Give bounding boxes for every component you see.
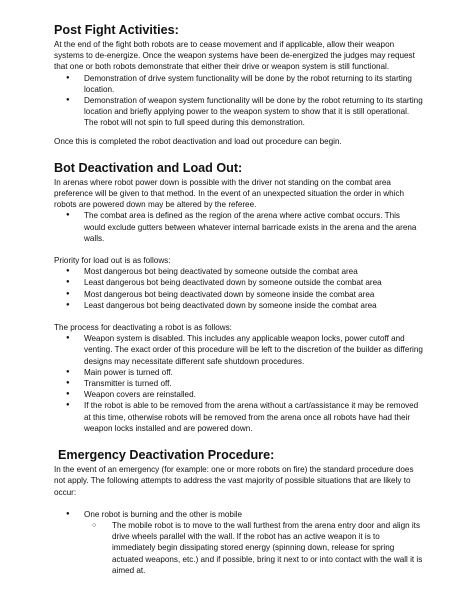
section-heading-emergency: Emergency Deactivation Procedure: bbox=[58, 448, 275, 463]
priority-intro: Priority for load out is as follows: bbox=[54, 256, 171, 266]
section-heading-deactivation: Bot Deactivation and Load Out: bbox=[54, 160, 243, 175]
section-heading-post-fight: Post Fight Activities: bbox=[54, 23, 179, 37]
emergency-sub-bullet-list bbox=[54, 520, 423, 576]
list-item: ● Weapon covers are reinstalled. bbox=[54, 389, 423, 400]
priority-bullet-list bbox=[54, 266, 423, 311]
deactivation-intro: In arenas where robot power down is possible with the driver not standing on the combat area preference will be given to that method. In the event of an unexpected situation the order in which robots are powered down may be altered by the referee. bbox=[54, 177, 405, 210]
list-item: ● Demonstration of drive system functionality will be done by the robot returning to its starting location. bbox=[54, 73, 423, 95]
list-item: ● Transmitter is turned off. bbox=[54, 378, 423, 389]
list-item: ● The combat area is defined as the region of the arena where active combat occurs. This would exclude gutters between whatever internal barricade exists in the arena and the arena walls. bbox=[54, 210, 423, 244]
list-item: ● Demonstration of weapon system functionality will be done by the robot returning to its starting location and briefly applying power to the weapon system to show that it is still operational. The robot will not spin to full speed during this demonstration. bbox=[54, 95, 423, 129]
post-fight-bullet-list bbox=[54, 73, 423, 129]
list-item: ● Least dangerous bot being deactivated down by someone inside the combat area bbox=[54, 300, 423, 311]
emergency-bullet-list bbox=[54, 509, 423, 520]
post-fight-closing: Once this is completed the robot deactivation and load out procedure can begin. bbox=[54, 136, 342, 146]
deactivation-bullet-list bbox=[54, 210, 423, 244]
process-bullet-list bbox=[54, 333, 423, 434]
list-item: ● If the robot is able to be removed from the arena without a cart/assistance it may be removed at this time, otherwise robots will be removed from the arena once all robots have had their weapon locks installed and are powered down. bbox=[54, 400, 423, 434]
list-item: ● One robot is burning and the other is mobile bbox=[54, 509, 423, 520]
sub-list-item: ○ The mobile robot is to move to the wall furthest from the arena entry door and align its drive wheels parallel with the wall. If the robot has an active weapon it is to immediately begin dissipating stored energy (spinning down, release for spring actuated weapons, etc.) and if possible, bring it next to or into contact with the wall it is aimed at. bbox=[54, 520, 423, 576]
post-fight-intro: At the end of the fight both robots are to cease movement and if applicable, allow their weapon systems to de-energize. Once the weapon systems have been de-energized the judges may request that one or both robots demonstrate that either their drive or weapon system is still functional. bbox=[54, 40, 415, 72]
list-item: ● Weapon system is disabled. This includes any applicable weapon locks, power cutoff and venting. The exact order of this procedure will be left to the discretion of the builder as differing designs may necessitate different safe shutdown procedures. bbox=[54, 333, 423, 367]
list-item: ● Most dangerous bot being deactivated down by someone inside the combat area bbox=[54, 289, 423, 300]
list-item: ● Most dangerous bot being deactivated by someone outside the combat area bbox=[54, 266, 423, 277]
process-intro: The process for deactivating a robot is as follows: bbox=[54, 323, 232, 333]
list-item: ● Main power is turned off. bbox=[54, 367, 423, 378]
list-item: ● Least dangerous bot being deactivated down by someone outside the combat area bbox=[54, 277, 423, 288]
emergency-intro: In the event of an emergency (for example: one or more robots on fire) the standard procedure does not apply. The following attempts to address the vast majority of possible situations that are likely to occur: bbox=[54, 465, 414, 497]
